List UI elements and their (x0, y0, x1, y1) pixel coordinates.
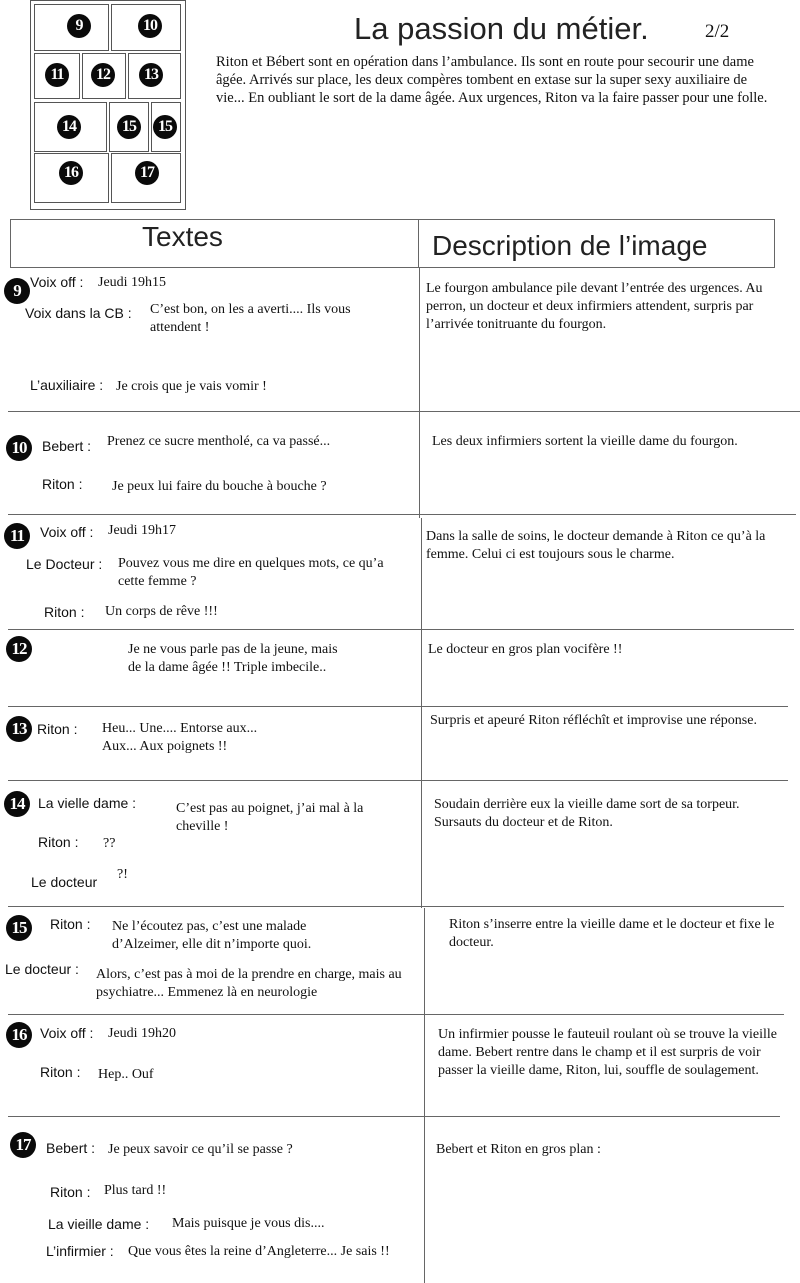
texts-column-header: Textes (142, 221, 223, 252)
speaker-label: L’auxiliaire : (30, 377, 104, 393)
dialogue-line: Je crois que je vais vomir ! (116, 379, 267, 394)
dialogue-line: Jeudi 19h15 (98, 275, 167, 290)
speaker-label: L’infirmier : (46, 1243, 114, 1259)
row-divider (8, 1014, 784, 1015)
dialogue-line: Prenez ce sucre mentholé, ca va passé... (107, 434, 331, 449)
panel-number-badge: 16 (59, 161, 83, 185)
speaker-label: Le docteur (31, 874, 98, 890)
dialogue-line: Je peux savoir ce qu’il se passe ? (108, 1142, 293, 1157)
column-divider (421, 518, 422, 908)
dialogue-line: Que vous êtes la reine d’Angleterre... Je sais !! (128, 1244, 390, 1259)
scene-description: Soudain derrière eux la vieille dame sort de sa torpeur. Sursauts du docteur et de Riton. (434, 797, 740, 830)
speaker-label: Voix off : (30, 274, 84, 290)
row-divider (8, 780, 788, 781)
dialogue-line: Hep.. Ouf (98, 1067, 154, 1082)
dialogue-line: Pouvez vous me dire en quelques mots, ce qu’a cette femme ? (118, 556, 384, 589)
scene-number-badge: 10 (6, 435, 32, 461)
scene-number-badge: 17 (10, 1132, 36, 1158)
row-divider (8, 411, 800, 412)
speaker-label: Bebert : (46, 1140, 96, 1156)
speaker-label: Riton : (42, 476, 83, 492)
row-divider (8, 629, 794, 630)
scene-number-badge: 14 (4, 791, 30, 817)
storyboard-grid (30, 0, 186, 210)
page-title: La passion du métier. (354, 11, 649, 46)
speaker-label: Bebert : (42, 438, 92, 454)
panel-number-badge: 15 (117, 115, 141, 139)
dialogue-line: Mais puisque je vous dis.... (172, 1216, 325, 1231)
scene-description: Riton s’inserre entre la vieille dame et le docteur et fixe le docteur. (449, 917, 775, 950)
dialogue-line: Je peux lui faire du bouche à bouche ? (112, 479, 327, 494)
speaker-label: Riton : (37, 721, 78, 737)
dialogue-line: ?! (117, 867, 128, 882)
speaker-label: Voix dans la CB : (25, 305, 132, 321)
row-divider (8, 706, 788, 707)
speaker-label: Voix off : (40, 1025, 94, 1041)
panel-number-badge: 15 (153, 115, 177, 139)
dialogue-line: Jeudi 19h20 (108, 1026, 177, 1041)
scene-number-badge: 12 (6, 636, 32, 662)
scene-description: Dans la salle de soins, le docteur demande à Riton ce qu’à la femme. Celui ci est toujours sous le charme. (426, 529, 766, 562)
speaker-label: Riton : (38, 834, 79, 850)
description-column-header: Description de l’image (432, 230, 708, 261)
panel-number-badge: 14 (57, 115, 81, 139)
column-divider (424, 908, 425, 1283)
dialogue-line: Jeudi 19h17 (108, 523, 177, 538)
scene-description: Bebert et Riton en gros plan : (436, 1142, 601, 1157)
dialogue-line: Alors, c’est pas à moi de la prendre en charge, mais au psychiatre... Emmenez là en neurologie (96, 967, 402, 1000)
column-divider (419, 268, 420, 518)
scene-number-badge: 16 (6, 1022, 32, 1048)
column-header-divider (418, 219, 419, 268)
scene-description: Surpris et apeuré Riton réfléchît et improvise une réponse. (430, 713, 757, 728)
scene-description: Le fourgon ambulance pile devant l’entrée des urgences. Au perron, un docteur et deux infirmiers attendent, surpris par l’arrivée tonitruante du fourgon. (426, 281, 763, 332)
speaker-label: La vielle dame : (38, 795, 137, 811)
speaker-label: Riton : (44, 604, 85, 620)
panel-number-badge: 17 (135, 161, 159, 185)
dialogue-line: Ne l’écoutez pas, c’est une malade d’Alzeimer, elle dit n’importe quoi. (112, 919, 312, 952)
scene-number-badge: 13 (6, 716, 32, 742)
scene-number-badge: 11 (4, 523, 30, 549)
panel-number-badge: 13 (139, 63, 163, 87)
scene-number-badge: 9 (4, 278, 30, 304)
speaker-label: Voix off : (40, 524, 94, 540)
dialogue-line: C’est bon, on les a averti.... Ils vous attendent ! (150, 302, 351, 335)
scene-description: Les deux infirmiers sortent la vieille dame du fourgon. (432, 434, 738, 449)
dialogue-line: Un corps de rêve !!! (105, 604, 218, 619)
speaker-label: Le Docteur : (26, 556, 103, 572)
story-summary: Riton et Bébert sont en opération dans l’ambulance. Ils sont en route pour secourir une dame âgée. Arrivés sur place, les deux compères tombent en extase sur la super sexy auxiliaire de vie... En oubliant le sort de la dame âgée. Aux urgences, Riton va la faire passer pour une folle. (216, 54, 768, 106)
row-divider (8, 1116, 780, 1117)
panel-number-badge: 9 (67, 14, 91, 38)
dialogue-line: Heu... Une.... Entorse aux... Aux... Aux poignets !! (102, 721, 258, 754)
speaker-label: Riton : (40, 1064, 81, 1080)
row-divider (8, 906, 784, 907)
dialogue-line: C’est pas au poignet, j’ai mal à la cheville ! (176, 801, 364, 834)
speaker-label: Riton : (50, 1184, 91, 1200)
scene-description: Le docteur en gros plan vocifère !! (428, 642, 623, 657)
scene-number-badge: 15 (6, 915, 32, 941)
speaker-label: Riton : (50, 916, 91, 932)
page-indicator: 2/2 (705, 21, 730, 42)
panel-number-badge: 10 (138, 14, 162, 38)
dialogue-line: ?? (103, 836, 116, 851)
scene-description: Un infirmier pousse le fauteuil roulant où se trouve la vieille dame. Bebert rentre dans le champ et il est surpris de voir passer la vieille dame, Riton, lui, souffle de soulagement. (438, 1027, 778, 1078)
speaker-label: Le docteur : (5, 961, 79, 977)
dialogue-line: Je ne vous parle pas de la jeune, mais de la dame âgée !! Triple imbecile.. (128, 642, 338, 675)
dialogue-line: Plus tard !! (104, 1183, 167, 1198)
speaker-label: La vieille dame : (48, 1216, 150, 1232)
row-divider (8, 514, 796, 515)
panel-number-badge: 12 (91, 63, 115, 87)
panel-number-badge: 11 (45, 63, 69, 87)
